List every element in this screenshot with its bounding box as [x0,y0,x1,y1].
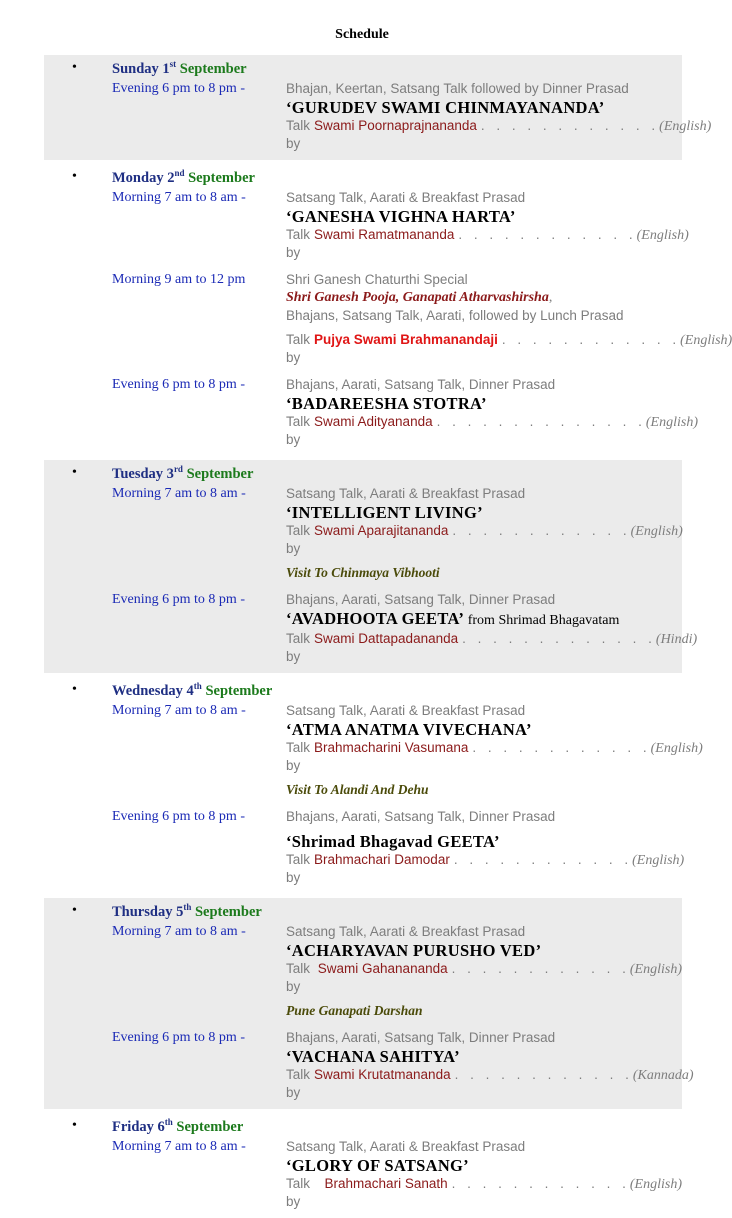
session-subtitle: Bhajan, Keertan, Satsang Talk followed by Dinner Prasad [286,81,629,96]
day-title: Monday 2nd September [112,168,255,186]
session-topic: ‘Shrimad Bhagavad GEETA’ [286,832,500,851]
session-subtitle: Satsang Talk, Aarati & Breakfast Prasad [286,703,526,718]
session-topic: ‘ATMA ANATMA VIVECHANA’ [286,720,532,739]
visit-note: Visit To Alandi And Dehu [286,782,429,797]
day-wednesday [44,677,703,894]
bullet-icon: • [72,903,77,918]
session-topic: ‘ACHARYAVAN PURUSHO VED’ [286,941,542,960]
day-title: Wednesday 4th September [112,681,273,699]
session-subtitle: Satsang Talk, Aarati & Breakfast Prasad [286,190,526,205]
talk-line: Talk by Swami Adityananda . . . . . . . . . . . . . . (English) [286,414,698,447]
visit-note: Pune Ganapati Darshan [286,1003,423,1018]
session-time: Evening 6 pm to 8 pm - [112,81,245,96]
language-label: (English) [629,1177,682,1192]
session [44,376,698,452]
session-topic: ‘VACHANA SAHITYA’ [286,1047,460,1066]
session [44,1138,682,1214]
speaker-name: Swami Adityananda [314,414,433,429]
day-title: Thursday 5th September [112,902,262,920]
session-subtitle-2: Bhajans, Satsang Talk, Aarati, followed by Lunch Prasad [286,308,624,323]
talk-line: Talk by Brahmachari Sanath . . . . . . . . . . . . (English) [286,1176,682,1209]
session [44,271,732,370]
session [44,808,685,890]
session [44,591,698,669]
session-subtitle: Bhajans, Aarati, Satsang Talk, Dinner Prasad [286,592,556,607]
talk-line: Talk by Pujya Swami Brahmanandaji . . . . . . . . . . . . (English) [286,332,732,365]
session-subtitle: Bhajans, Aarati, Satsang Talk, Dinner Prasad [286,1030,556,1045]
speaker-name: Swami Ramatmananda [314,227,455,242]
day-tuesday [44,460,698,673]
language-label: (English) [636,228,689,243]
language-label: (English) [645,415,698,430]
talk-line: Talk by Swami Aparajitananda . . . . . . . . . . . . (English) [286,523,683,556]
talk-line: Talk by Swami Gahanananda . . . . . . . . . . . . (English) [286,961,682,994]
session-subtitle: Satsang Talk, Aarati & Breakfast Prasad [286,486,526,501]
session [44,702,703,808]
speaker-name: Swami Krutatmananda [314,1067,451,1082]
day-monday [44,164,732,456]
language-label: (English) [629,962,682,977]
session-time: Evening 6 pm to 8 pm - [112,809,245,824]
schedule [44,55,732,1218]
session-time: Morning 9 am to 12 pm [112,272,246,287]
session-time: Evening 6 pm to 8 pm - [112,1030,245,1045]
speaker-name: Swami Dattapadananda [314,631,459,646]
speaker-name: Brahmacharini Vasumana [314,740,469,755]
day-friday [44,1113,682,1218]
bullet-icon: • [72,1118,77,1133]
day-title: Tuesday 3rd September [112,464,254,482]
language-label: (Hindi) [655,632,698,647]
page-title: Schedule [335,27,389,42]
talk-line: Talk by Swami Krutatmananda . . . . . . . . . . . . (Kannada) [286,1067,694,1100]
session-subtitle: Bhajans, Aarati, Satsang Talk, Dinner Prasad [286,377,556,392]
day-thursday [44,898,694,1109]
speaker-name: Swami Poornaprajnananda [314,118,477,133]
session-time: Evening 6 pm to 8 pm - [112,592,245,607]
talk-line: Talk by Brahmachari Damodar . . . . . . . . . . . . (English) [286,852,685,885]
session-topic: ‘INTELLIGENT LIVING’ [286,503,483,522]
bullet-icon: • [72,169,77,184]
session-topic: ‘BADAREESHA STOTRA’ [286,394,487,413]
session-subtitle: Shri Ganesh Chaturthi Special [286,272,468,287]
session-subtitle: Satsang Talk, Aarati & Breakfast Prasad [286,924,526,939]
language-label: (English) [632,853,685,868]
language-label: (English) [630,524,683,539]
session-topic: ‘GLORY OF SATSANG’ [286,1156,469,1175]
speaker-name: Swami Gahanananda [317,961,448,976]
session-time: Morning 7 am to 8 am - [112,190,246,205]
session [44,923,682,1029]
session-time: Morning 7 am to 8 am - [112,486,246,501]
day-title: Friday 6th September [112,1117,244,1135]
talk-line: Talk by Swami Poornaprajnananda . . . . . . . . . . . . (English) [286,118,712,151]
visit-note: Visit To Chinmaya Vibhooti [286,565,440,580]
talk-line: Talk by Brahmacharini Vasumana . . . . . . . . . . . . (English) [286,740,703,773]
speaker-name: Pujya Swami Brahmanandaji [314,332,498,347]
session-topic: ‘GANESHA VIGHNA HARTA’ [286,207,516,226]
speaker-name: Swami Aparajitananda [314,523,449,538]
session-time: Evening 6 pm to 8 pm - [112,377,245,392]
bullet-icon: • [72,682,77,697]
speaker-name: Brahmachari Sanath [324,1176,448,1191]
session-time: Morning 7 am to 8 am - [112,1139,246,1154]
bullet-icon: • [72,60,77,75]
session [44,80,712,156]
session-subtitle: Bhajans, Aarati, Satsang Talk, Dinner Prasad [286,809,556,824]
language-label: (English) [650,741,703,756]
language-label: (English) [659,119,712,134]
session-subtitle: Satsang Talk, Aarati & Breakfast Prasad [286,1139,526,1154]
bullet-icon: • [72,465,77,480]
talk-line: Talk by Swami Dattapadananda . . . . . . . . . . . . . (Hindi) [286,631,698,664]
language-label: (English) [680,333,732,348]
session [44,1029,694,1105]
session-topic: ‘GURUDEV SWAMI CHINMAYANANDA’ [286,98,605,117]
day-title: Sunday 1st September [112,59,247,77]
session-time: Morning 7 am to 8 am - [112,703,246,718]
speaker-name: Brahmachari Damodar [314,852,450,867]
session [44,189,689,265]
session [44,485,682,591]
special-event: Shri Ganesh Pooja, Ganapati Atharvashirsha, [286,290,553,305]
day-sunday [44,55,712,160]
session-topic: ‘AVADHOOTA GEETA’ from Shrimad Bhagavatam [286,609,620,628]
session-time: Morning 7 am to 8 am - [112,924,246,939]
language-label: (Kannada) [632,1068,694,1083]
talk-line: Talk by Swami Ramatmananda . . . . . . . . . . . . (English) [286,227,689,260]
